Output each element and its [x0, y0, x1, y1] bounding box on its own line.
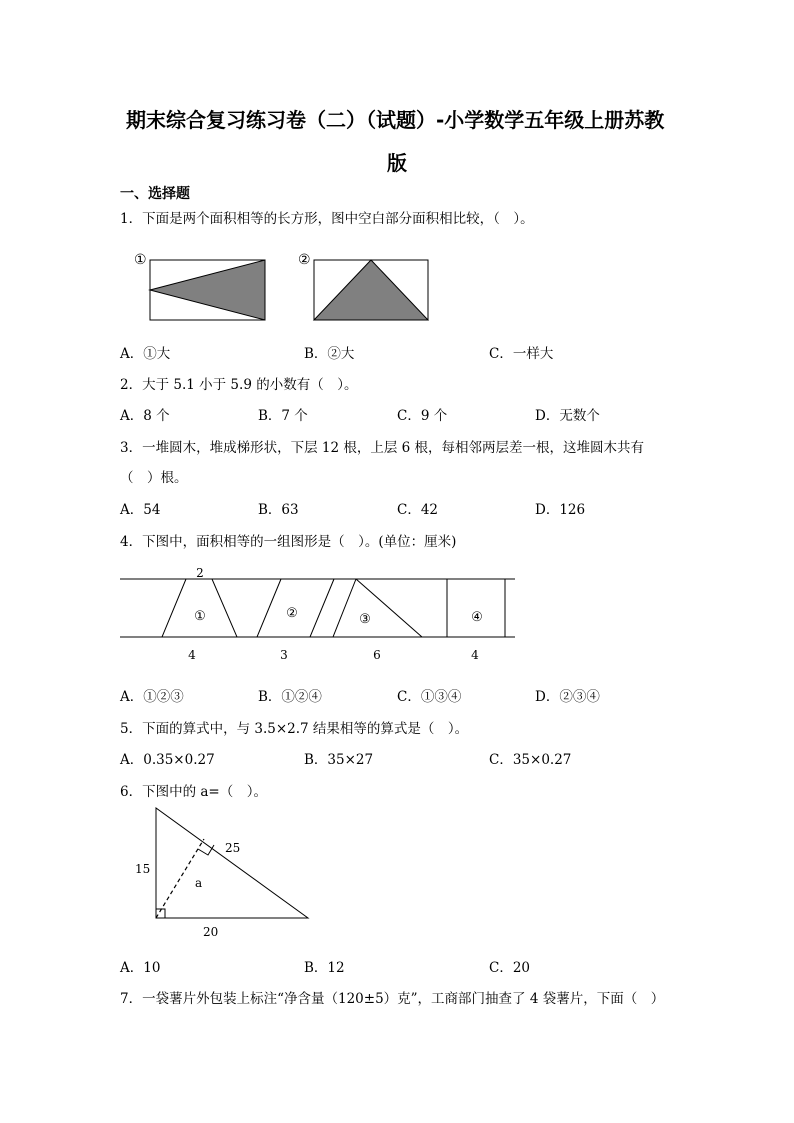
q5-option-c[interactable]: C．35×0.27: [489, 752, 572, 768]
triangle-right-side: [356, 579, 422, 637]
q1-option-a[interactable]: A．①大: [120, 346, 171, 362]
q1-option-c[interactable]: C．一样大: [489, 346, 554, 362]
q2-option-b[interactable]: B．7 个: [258, 408, 308, 424]
bottom-label-3: 6: [373, 648, 381, 662]
bottom-label-2: 3: [280, 648, 288, 662]
triangle-left-side: [333, 579, 356, 637]
q2-option-a[interactable]: A．8 个: [120, 408, 170, 424]
question-4-figure: [115, 562, 525, 672]
question-4-text: 4．下图中，面积相等的一组图形是（ ）。(单位：厘米): [120, 534, 457, 550]
bottom-side-label: 20: [203, 925, 219, 939]
trapezoid-top-label: 2: [196, 566, 204, 580]
question-3-text: 3．一堆圆木，堆成梯形状，下层 12 根，上层 6 根，每相邻两层差一根，这堆圆木共有: [120, 440, 645, 456]
q4-option-c[interactable]: C．①③④: [397, 689, 462, 705]
question-5-text: 5．下面的算式中，与 3.5×2.7 结果相等的算式是（ ）。: [120, 721, 469, 737]
section-heading: 一、选择题: [120, 186, 190, 202]
bottom-label-4: 4: [471, 648, 479, 662]
shape-2-label: ②: [286, 606, 298, 621]
parallelogram-right-side: [310, 579, 334, 637]
altitude-label: a: [195, 876, 203, 890]
question-1-text: 1．下面是两个面积相等的长方形，图中空白部分面积相比较，（ ）。: [120, 211, 534, 227]
question-2-text: 2．大于 5.1 小于 5.9 的小数有（ ）。: [120, 377, 358, 393]
q6-option-c[interactable]: C．20: [489, 960, 531, 976]
q3-option-c[interactable]: C．42: [397, 502, 439, 518]
q6-option-a[interactable]: A．10: [120, 960, 161, 976]
q5-option-a[interactable]: A．0.35×0.27: [120, 752, 215, 768]
left-side-label: 15: [135, 862, 151, 876]
question-1-figure: [120, 245, 440, 330]
figure-2-label: ②: [298, 252, 311, 268]
q3-option-d[interactable]: D．126: [535, 502, 586, 518]
right-triangle: [156, 808, 308, 918]
q5-option-b[interactable]: B．35×27: [304, 752, 374, 768]
right-angle-mark-altitude: [198, 845, 214, 855]
q2-option-c[interactable]: C．9 个: [397, 408, 448, 424]
q1-option-b[interactable]: B．②大: [304, 346, 355, 362]
question-6-text: 6．下图中的 a=（ ）。: [120, 784, 267, 800]
q4-option-a[interactable]: A．①②③: [120, 689, 184, 705]
question-3-text-continued: （ ）根。: [120, 470, 188, 486]
parallelogram-left-side: [257, 579, 281, 637]
q3-option-a[interactable]: A．54: [120, 502, 161, 518]
shape-1-label: ①: [194, 609, 206, 624]
q2-option-d[interactable]: D．无数个: [535, 408, 600, 424]
hypotenuse-label: 25: [225, 841, 241, 855]
q4-option-d[interactable]: D．②③④: [535, 689, 600, 705]
shape-4-label: ④: [471, 610, 483, 625]
q4-option-b[interactable]: B．①②④: [258, 689, 322, 705]
page-title: 期末综合复习练习卷（二）（试题）-小学数学五年级上册苏教: [126, 108, 665, 132]
shape-3-label: ③: [359, 612, 371, 627]
trapezoid-shape: [162, 579, 237, 637]
question-7-text: 7．一袋薯片外包装上标注“净含量（120±5）克”，工商部门抽查了 4 袋薯片，下面（ ）: [120, 991, 665, 1007]
bottom-label-1: 4: [188, 648, 196, 662]
q6-option-b[interactable]: B．12: [304, 960, 345, 976]
page-title-continued: 版: [387, 151, 407, 175]
q3-option-b[interactable]: B．63: [258, 502, 299, 518]
question-6-figure: [125, 800, 325, 945]
figure-1-label: ①: [134, 252, 147, 268]
